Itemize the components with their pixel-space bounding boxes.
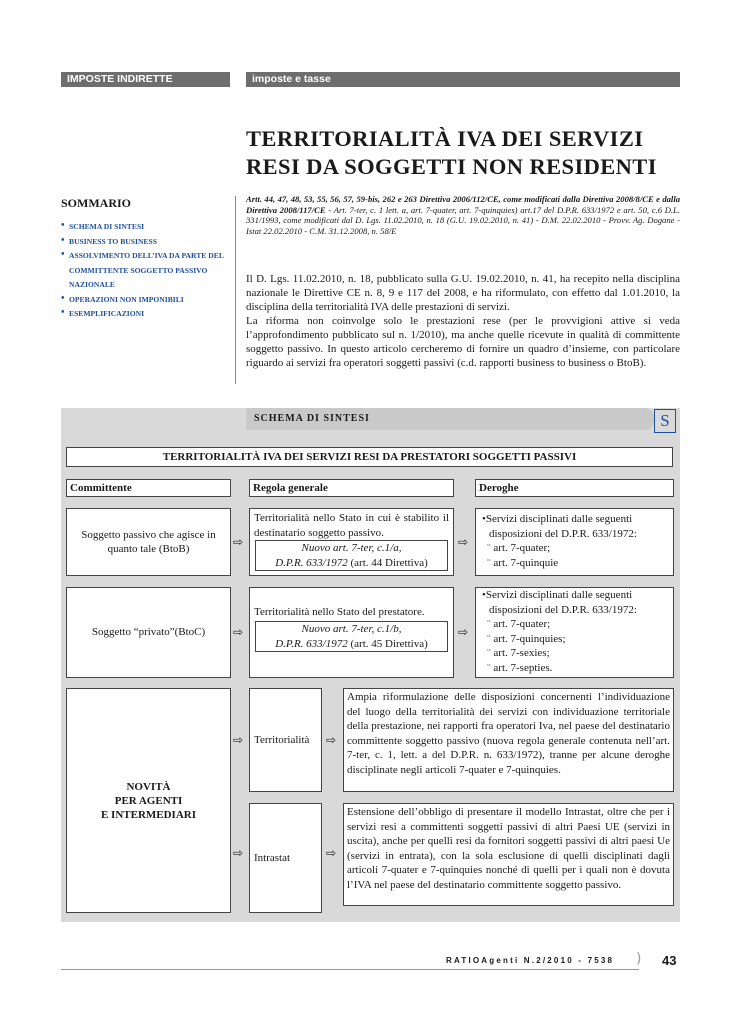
summary-item[interactable]: • ESEMPLIFICAZIONI	[61, 307, 231, 322]
row2-deroghe	[475, 587, 674, 678]
summary-item[interactable]: • OPERAZIONI NON IMPONIBILI	[61, 293, 231, 308]
col-header-deroghe: Deroghe	[475, 479, 674, 497]
article-title	[246, 125, 686, 181]
title-line-1: TERRITORIALITÀ IVA DEI SERVIZI	[246, 126, 644, 151]
deroghe-item-text: art. 7-sexies;	[493, 647, 550, 659]
row1-deroghe-list	[480, 512, 669, 570]
deroghe-item: ¨ art. 7-quinquies;	[487, 632, 566, 645]
deroghe-item: ¨ art. 7-quinquie	[487, 556, 559, 569]
arrow-right-icon: ⇨	[458, 625, 469, 639]
legal-references	[246, 194, 680, 236]
row2-deroghe-list	[480, 588, 669, 675]
deroghe-item-text: art. 7-quinquies;	[493, 632, 566, 645]
schema-badge: S	[654, 409, 676, 433]
deroghe-item-text: art. 7-quinquie	[493, 556, 559, 569]
row1-ref-direttiva: (art. 44 Direttiva)	[347, 556, 428, 569]
row1-reference	[255, 540, 448, 571]
novita-line-1: NOVITÀ	[126, 780, 171, 793]
row1-ref-dpr: D.P.R. 633/1972	[275, 556, 348, 569]
novita-line-3: E INTERMEDIARI	[100, 808, 197, 821]
row1-committente: Soggetto passivo che agisce in quanto tale (BtoB)	[66, 508, 231, 576]
col-header-regola: Regola generale	[249, 479, 454, 497]
row1-regola-text: Territorialità nello Stato in cui è stabilito il destinatario soggetto passivo.	[254, 512, 449, 539]
summary-item[interactable]: • ASSOLVIMENTO DELL’IVA DA PARTE DEL COMMITTENTE SOGGETTO PASSIVO NAZIONALE	[61, 249, 231, 293]
summary-box	[61, 196, 231, 322]
row1-deroghe	[475, 508, 674, 576]
row2-regola-text: Territorialità nello Stato del prestatore.	[254, 606, 425, 618]
summary-title: SOMMARIO	[61, 196, 131, 210]
territorialita-text: Ampia riformulazione delle disposizioni concernenti l’individuazione del luogo della territorialità dei servizi con individuazione territoriale della prestazione, nei rapporti fra operatori Iva, nel paese del destinatario committente soggetto passivo (nuova regola generale contenuta nell’art. 7-ter, c. 1, lett. a del D.P.R. n. 633/1972), tranne per alcune deroghe disciplinate negli articoli 7-quater e 7-quinquies.	[343, 688, 674, 792]
arrow-right-icon: ⇨	[326, 733, 337, 747]
category-label: imposte e tasse	[246, 72, 680, 87]
references-bold: Artt. 44, 47, 48, 53, 55, 56, 57, 59-bis, 262 e 263 Direttiva 2006/112/CE, come modificati dalla Direttiva 2008/8/CE e dalla Direttiva 2008/117/CE	[246, 194, 680, 215]
row1-ref-line2	[256, 556, 447, 571]
title-line-2: RESI DA SOGGETTI NON RESIDENTI	[246, 154, 657, 179]
arrow-right-icon: ⇨	[233, 733, 244, 747]
deroghe-item-text: art. 7-quater;	[493, 618, 551, 630]
row2-ref-dpr: D.P.R. 633/1972	[275, 637, 348, 650]
arrow-right-icon: ⇨	[233, 535, 244, 549]
deroghe-head: •Servizi disciplinati dalle seguenti disposizioni del D.P.R. 633/1972:	[482, 589, 637, 616]
paragraph: La riforma non coinvolge solo le prestazioni rese (per le provvigioni attive si veda l’approfondimento pubblicato sul n. 1/2010), ma anche quelle ricevute in qualità di committente soggetto passivo. In questo articolo cercheremo di fornire un quadro d’insieme, con particolare riguardo ai servizi fra operatori soggetti passivi (c.d. rapporti business to business o BtoB).	[246, 315, 680, 369]
footer-bracket: )	[636, 951, 642, 967]
schema-tab: SCHEMA DI SINTESI	[246, 408, 654, 430]
arrow-right-icon: ⇨	[233, 846, 244, 860]
row2-ref-line2	[256, 637, 447, 652]
section-label: IMPOSTE INDIRETTE	[61, 72, 230, 87]
territorialita-label: Territorialità	[249, 688, 322, 792]
novita-line-2: PER AGENTI	[114, 794, 183, 807]
deroghe-item-text: art. 7-quater;	[493, 542, 551, 554]
summary-item[interactable]: • SCHEMA DI SINTESI	[61, 220, 231, 235]
row2-ref-direttiva: (art. 45 Direttiva)	[347, 637, 428, 650]
arrow-right-icon: ⇨	[326, 846, 337, 860]
row1-ref-line1: Nuovo art. 7-ter, c.1/a,	[301, 542, 402, 554]
summary-list	[61, 220, 231, 322]
column-divider	[235, 196, 236, 384]
page-number: 43	[662, 953, 677, 968]
deroghe-item: ¨ art. 7-septies.	[487, 661, 553, 674]
table-title: TERRITORIALITÀ IVA DEI SERVIZI RESI DA PRESTATORI SOGGETTI PASSIVI	[66, 447, 673, 467]
arrow-right-icon: ⇨	[458, 535, 469, 549]
paragraph: Il D. Lgs. 11.02.2010, n. 18, pubblicato sulla G.U. 19.02.2010, n. 41, ha recepito nella disciplina nazionale le Direttive CE n. 8, 9 e 117 del 2008, e ha riformulato, con effetto dal 1.01.2010, la disciplina della territorialità IVA delle prestazioni di servizi.	[246, 273, 680, 313]
novita-box	[66, 688, 231, 913]
row2-ref-line1: Nuovo art. 7-ter, c.1/b,	[301, 623, 402, 635]
intrastat-text: Estensione dell’obbligo di presentare il modello Intrastat, oltre che per i servizi resi a committenti soggetti passivi di altri Paesi UE (servizi in uscita), anche per quelli resi da fornitori soggetti passivi di altri paesi Ue (servizi in entrata), con la sola esclusione di quelli disciplinati dagli articoli 7-quater e 7-quinquies nonché di quelli per i quali non è dovuta l’IVA nel paese del destinatario committente soggetto passivo.	[343, 803, 674, 906]
references-rest: - Art. 7-ter, c. 1 lett. a, art. 7-quater, art. 7-quinquies) art.17 del D.P.R. 633/1972 e art. 50, c.6 D.L. 331/1993, come modificati dal D. Lgs. 11.02.2010, n. 18 (G.U. 19.02.2010, n. 41) - D.M. 22.02.2010 - Provv. Ag. Dogane - Istat 22.02.2010 - C.M. 31.12.2008, n. 58/E	[246, 204, 680, 236]
deroghe-item: ¨ art. 7-quater;	[487, 618, 551, 630]
deroghe-head: •Servizi disciplinati dalle seguenti disposizioni del D.P.R. 633/1972:	[482, 513, 637, 540]
deroghe-item: ¨ art. 7-sexies;	[487, 647, 550, 659]
article-body	[246, 272, 680, 370]
deroghe-item-text: art. 7-septies.	[493, 661, 553, 674]
deroghe-item: ¨ art. 7-quater;	[487, 542, 551, 554]
footer-rule	[61, 969, 639, 970]
summary-item[interactable]: • BUSINESS TO BUSINESS	[61, 235, 231, 250]
row2-committente: Soggetto “privato”(BtoC)	[66, 587, 231, 678]
journal-name: RATIOAgenti N.2/2010 - 7538	[446, 956, 615, 965]
intrastat-label: Intrastat	[249, 803, 322, 913]
col-header-committente: Committente	[66, 479, 231, 497]
arrow-right-icon: ⇨	[233, 625, 244, 639]
row2-reference	[255, 621, 448, 652]
